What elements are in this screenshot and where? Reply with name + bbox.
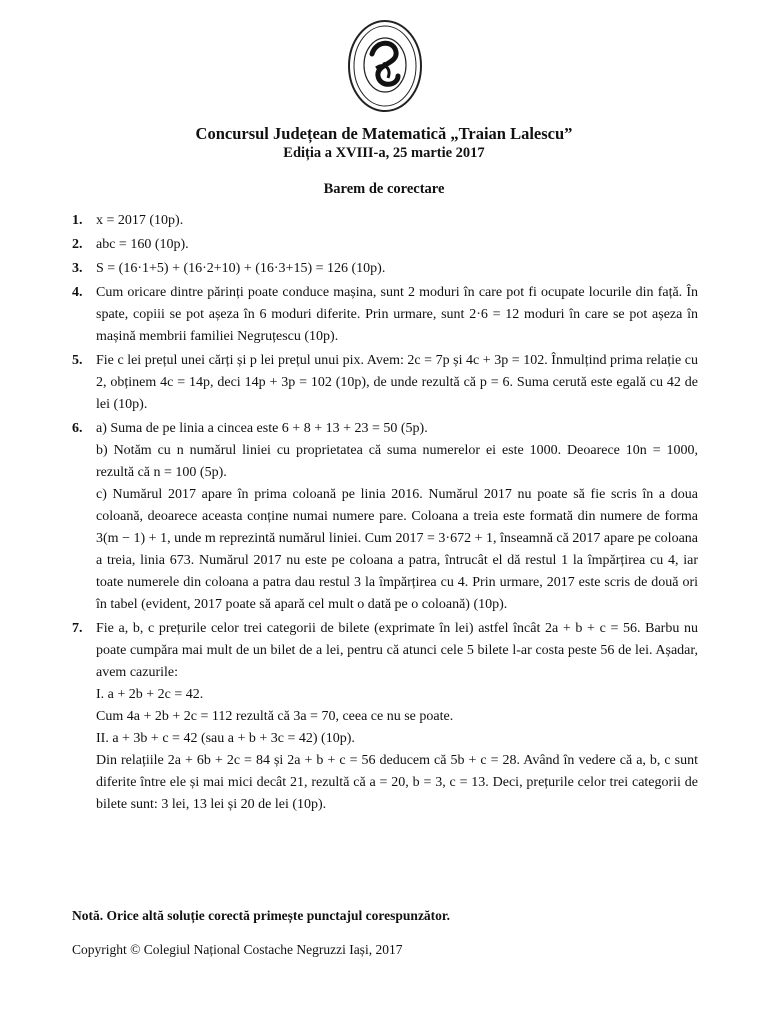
list-item <box>72 418 698 616</box>
item-text-part-b: b) Notăm cu n numărul liniei cu proprietatea că suma numerelor ei este 1000. Deoarece 10n = 1000, rezultă că n = 100 (5p). <box>96 443 698 480</box>
case-one: I. a + 2b + 2c = 42. <box>96 687 204 702</box>
item-number: 4. <box>72 285 83 300</box>
item-number: 2. <box>72 237 83 252</box>
footer-note: Notă. Orice altă soluție corectă primește punctajul corespunzător. <box>72 908 451 923</box>
item-text: Cum oricare dintre părinți poate conduce mașina, sunt 2 moduri în care pot fi ocupate locurile din față. În spate, copiii se pot așeza în 6 moduri diferite. Prin urmare, sunt 2·6 = 12 moduri în care se pot așeza în mașină membrii familiei Negruțescu (10p). <box>96 285 698 344</box>
item-text: Din relațiile 2a + 6b + 2c = 84 și 2a + b + c = 56 deducem că 5b + c = 28. Având în vedere că a, b, c sunt diferite între ele și mai mici decât 21, rezultă că a = 20, b = 3, c = 13. Deci, prețurile celor trei categorii de bilete sunt: 3 lei, 13 lei și 20 de lei (10p). <box>96 753 698 812</box>
copyright-line: Copyright © Colegiul Național Costache Negruzzi Iași, 2017 <box>72 942 403 957</box>
case-two: II. a + 3b + c = 42 (sau a + b + 3c = 42) (10p). <box>96 731 355 746</box>
item-text: abc = 160 (10p). <box>96 237 189 252</box>
item-text: x = 2017 (10p). <box>96 213 184 228</box>
item-number: 5. <box>72 353 83 368</box>
school-seal-logo <box>346 18 424 114</box>
list-item <box>72 234 698 256</box>
list-item <box>72 350 698 416</box>
item-text: Fie c lei prețul unei cărți și p lei prețul unui pix. Avem: 2c = 7p și 4c + 3p = 102. Înmulțind prima relație cu 2, obținem 4c = 14p, deci 14p + 3p = 102 (10p), de unde rezultă că p = 6. Suma cerută este egală cu 42 de lei (10p). <box>96 353 698 412</box>
item-text: Fie a, b, c prețurile celor trei categorii de bilete (exprimate în lei) astfel încât 2a + b + c = 56. Barbu nu poate cumpăra mai mult de un bilet de a lei, pentru că atunci cele 5 bilete l-ar costa peste 56 de lei. Așadar, avem cazurile: <box>96 621 698 680</box>
item-number: 1. <box>72 213 83 228</box>
item-text: S = (16·1+5) + (16·2+10) + (16·3+15) = 126 (10p). <box>96 261 386 276</box>
list-item <box>72 210 698 232</box>
list-item <box>72 618 698 816</box>
item-number: 3. <box>72 261 83 276</box>
item-text-part-a: a) Suma de pe linia a cincea este 6 + 8 + 13 + 23 = 50 (5p). <box>96 421 428 436</box>
item-number: 6. <box>72 421 83 436</box>
item-text: Cum 4a + 2b + 2c = 112 rezultă că 3a = 70, ceea ce nu se poate. <box>96 709 454 724</box>
list-item <box>72 258 698 280</box>
list-item <box>72 282 698 348</box>
solutions-list <box>72 210 698 818</box>
section-heading: Barem de corectare <box>323 181 445 197</box>
item-number: 7. <box>72 621 83 636</box>
item-text-part-c: c) Numărul 2017 apare în prima coloană pe linia 2016. Numărul 2017 nu poate să fie scris în a doua coloană, deoarece aceasta conține numai numere pare. Coloana a treia este formată din numere de forma 3(m − 1) + 1, unde m reprezintă numărul liniei. Cum 2017 = 3·672 + 1, înseamnă că 2017 apare pe coloana a treia, linia 673. Numărul 2017 nu este pe coloana a patra, întrucât el dă restul 1 la împărțirea cu 4, iar toate numerele din coloana a patra dau restul 3 la împărțirea cu 4. Prin urmare, 2017 este scris de două ori în tabel (evident, 2017 poate să apară cel mult o dată pe o coloană) (10p). <box>96 487 698 612</box>
contest-title: Concursul Județean de Matematică „Traian Lalescu” <box>195 124 573 143</box>
edition-line: Ediția a XVIII-a, 25 martie 2017 <box>283 145 485 161</box>
